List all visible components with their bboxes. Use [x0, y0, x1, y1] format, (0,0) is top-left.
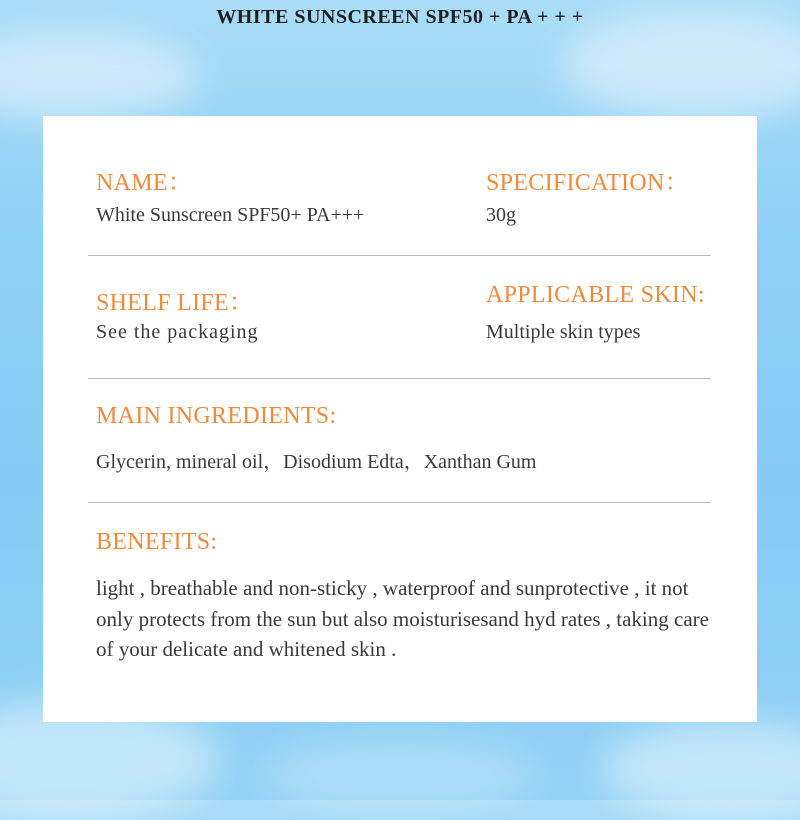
applicable-skin-label: APPLICABLE SKIN:: [486, 282, 705, 308]
page-title: WHITE SUNSCREEN SPF50 + PA + + +: [216, 6, 584, 28]
main-ingredients-value: Glycerin, mineral oil，Disodium Edta，Xanthan Gum: [96, 451, 537, 473]
shelf-life-value: See the packaging: [96, 321, 259, 343]
product-info-card: [43, 116, 757, 722]
background-cloud: [600, 720, 800, 820]
applicable-skin-value: Multiple skin types: [486, 321, 641, 343]
shelf-life-label: SHELF LIFE：: [96, 290, 254, 316]
benefits-value: light , breathable and non-sticky , waterproof and sunprotective , it not only protects from the sun but also moisturisesand hyd rates , taking care of your delicate and whitened skin .: [96, 576, 709, 661]
section-divider: [88, 502, 711, 503]
name-label: NAME：: [96, 170, 193, 196]
section-divider: [88, 378, 711, 379]
background-cloud: [0, 30, 200, 120]
main-ingredients-label: MAIN INGREDIENTS:: [96, 403, 337, 429]
section-divider: [88, 255, 711, 256]
specification-value: 30g: [486, 204, 516, 226]
name-value: White Sunscreen SPF50+ PA+++: [96, 204, 365, 226]
benefits-label: BENEFITS:: [96, 529, 218, 555]
specification-label: SPECIFICATION：: [486, 170, 689, 196]
